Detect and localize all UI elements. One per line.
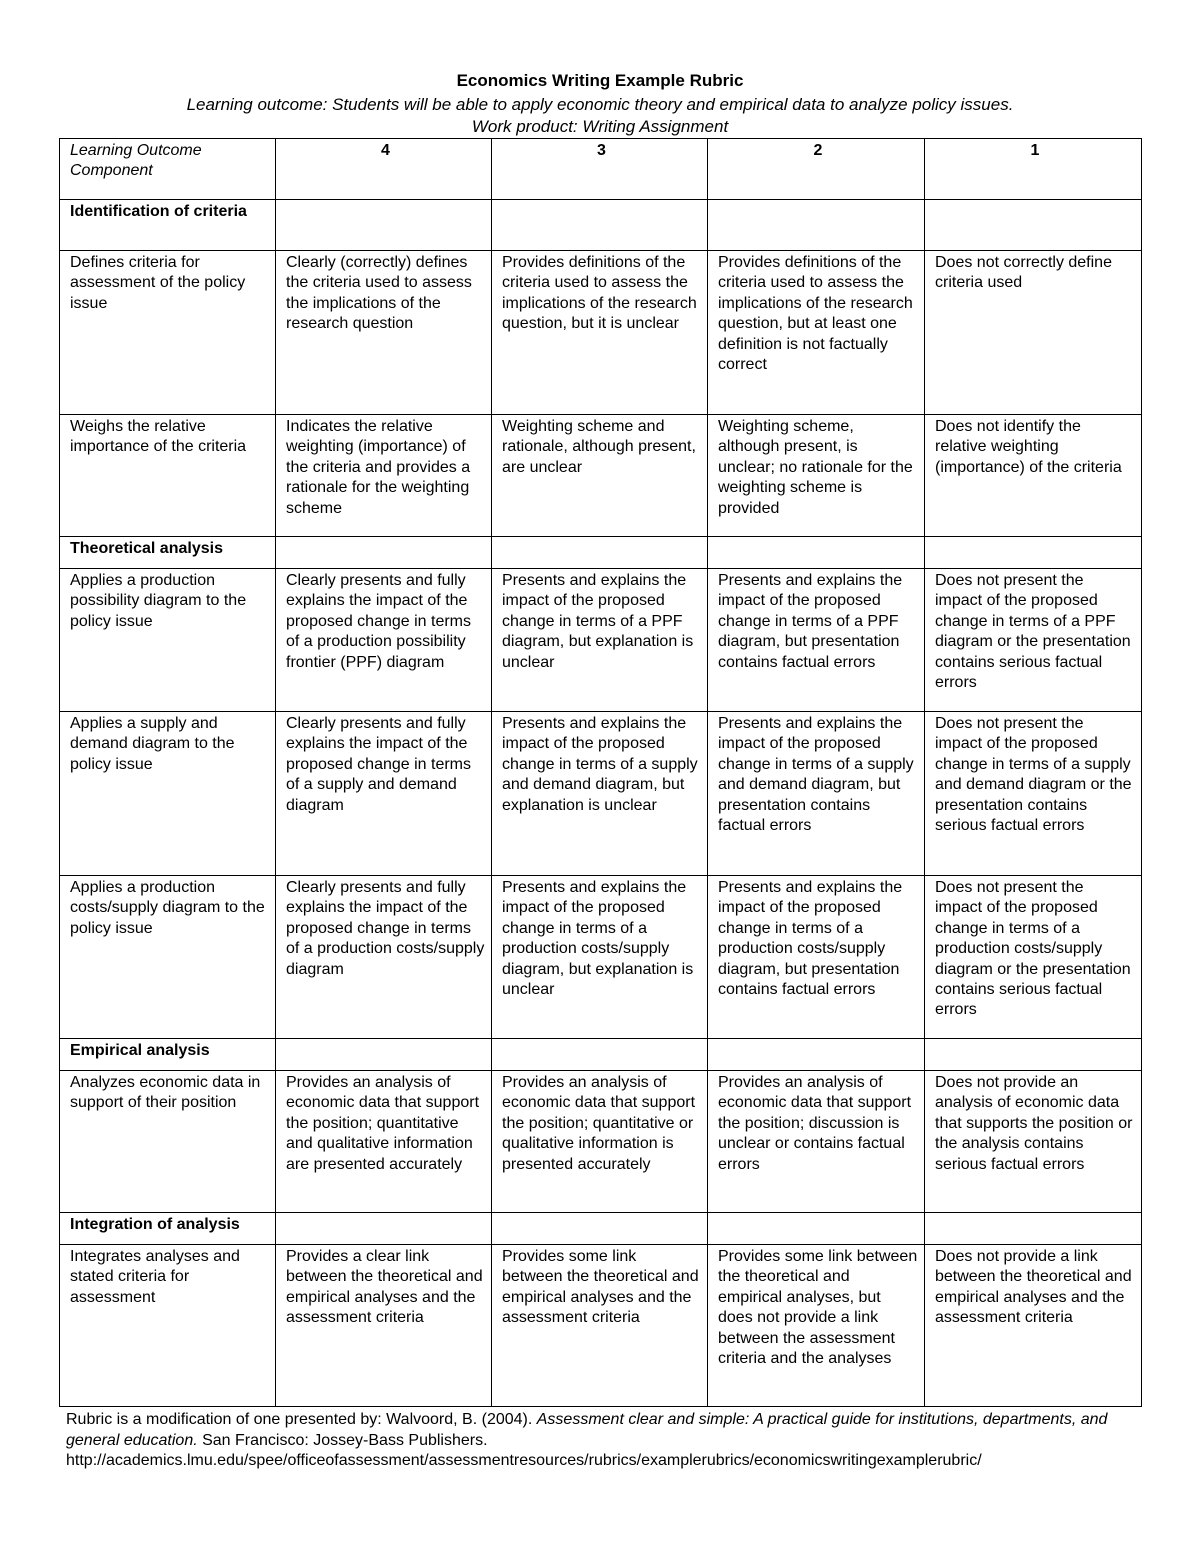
score-1-cell: Does not present the impact of the proposed change in terms of a PPF diagram or the presentation contains serious factual errors <box>925 569 1142 712</box>
empty-cell <box>492 200 708 251</box>
rubric-table <box>59 138 1142 1407</box>
header-score-3: 3 <box>492 139 708 200</box>
score-4-cell: Clearly presents and fully explains the impact of the proposed change in terms of a production costs/supply diagram <box>276 876 492 1039</box>
component-cell: Analyzes economic data in support of their position <box>60 1071 276 1213</box>
empty-cell <box>492 1213 708 1245</box>
citation-book-title: Assessment clear and simple: A practical guide for institutions, departments, and general education. <box>66 1411 1108 1449</box>
component-cell: Applies a production costs/supply diagram to the policy issue <box>60 876 276 1039</box>
table-row <box>60 1071 1142 1213</box>
score-3-cell: Presents and explains the impact of the proposed change in terms of a supply and demand diagram, but explanation is unclear <box>492 712 708 876</box>
citation-publisher: San Francisco: Jossey-Bass Publishers. <box>197 1431 488 1449</box>
score-4-cell: Indicates the relative weighting (importance) of the criteria and provides a rationale for the weighting scheme <box>276 415 492 537</box>
score-3-cell: Provides an analysis of economic data that support the position; quantitative or qualitative information is presented accurately <box>492 1071 708 1213</box>
table-row <box>60 712 1142 876</box>
empty-cell <box>276 200 492 251</box>
empty-cell <box>276 1039 492 1071</box>
component-cell: Integrates analyses and stated criteria for assessment <box>60 1245 276 1407</box>
empty-cell <box>492 1039 708 1071</box>
score-3-cell: Provides definitions of the criteria used to assess the implications of the research question, but it is unclear <box>492 251 708 415</box>
table-row <box>60 415 1142 537</box>
score-1-cell: Does not correctly define criteria used <box>925 251 1142 415</box>
score-1-cell: Does not present the impact of the proposed change in terms of a production costs/supply diagram or the presentation contains serious factual errors <box>925 876 1142 1039</box>
empty-cell <box>925 537 1142 569</box>
empty-cell <box>925 1213 1142 1245</box>
score-2-cell: Provides some link between the theoretical and empirical analyses, but does not provide a link between the assessment criteria and the analyses <box>708 1245 925 1407</box>
score-2-cell: Provides definitions of the criteria used to assess the implications of the research question, but at least one definition is not factually correct <box>708 251 925 415</box>
empty-cell <box>492 537 708 569</box>
header-score-2: 2 <box>708 139 925 200</box>
empty-cell <box>925 1039 1142 1071</box>
table-row <box>60 569 1142 712</box>
score-4-cell: Clearly presents and fully explains the impact of the proposed change in terms of a production possibility frontier (PPF) diagram <box>276 569 492 712</box>
score-3-cell: Weighting scheme and rationale, although present, are unclear <box>492 415 708 537</box>
header-score-1: 1 <box>925 139 1142 200</box>
score-2-cell: Weighting scheme, although present, is unclear; no rationale for the weighting scheme is provided <box>708 415 925 537</box>
table-row <box>60 251 1142 415</box>
score-3-cell: Presents and explains the impact of the proposed change in terms of a production costs/supply diagram, but explanation is unclear <box>492 876 708 1039</box>
score-1-cell: Does not provide a link between the theoretical and empirical analyses and the assessment criteria <box>925 1245 1142 1407</box>
section-title: Theoretical analysis <box>60 537 276 569</box>
section-row <box>60 537 1142 569</box>
header-component-label: Learning Outcome Component <box>60 139 276 200</box>
table-header-row <box>60 139 1142 200</box>
empty-cell <box>708 200 925 251</box>
score-3-cell: Provides some link between the theoretical and empirical analyses and the assessment criteria <box>492 1245 708 1407</box>
component-cell: Applies a supply and demand diagram to the policy issue <box>60 712 276 876</box>
score-2-cell: Provides an analysis of economic data that support the position; discussion is unclear or contains factual errors <box>708 1071 925 1213</box>
empty-cell <box>708 537 925 569</box>
empty-cell <box>708 1039 925 1071</box>
empty-cell <box>276 1213 492 1245</box>
table-row <box>60 1245 1142 1407</box>
citation-url[interactable]: http://academics.lmu.edu/spee/officeofassessment/assessmentresources/rubrics/examplerubrics/economicswritingexamplerubric/ <box>66 1452 982 1469</box>
page-title: Economics Writing Example Rubric <box>456 71 744 90</box>
score-2-cell: Presents and explains the impact of the proposed change in terms of a production costs/supply diagram, but presentation contains factual errors <box>708 876 925 1039</box>
section-row <box>60 1039 1142 1071</box>
score-1-cell: Does not present the impact of the proposed change in terms of a supply and demand diagram or the presentation contains serious factual errors <box>925 712 1142 876</box>
citation-footer <box>66 1410 1146 1472</box>
empty-cell <box>925 200 1142 251</box>
empty-cell <box>708 1213 925 1245</box>
empty-cell <box>276 537 492 569</box>
citation-prefix: Rubric is a modification of one presented by: Walvoord, B. (2004). <box>66 1411 537 1428</box>
component-cell: Weighs the relative importance of the criteria <box>60 415 276 537</box>
score-4-cell: Clearly (correctly) defines the criteria used to assess the implications of the research question <box>276 251 492 415</box>
section-title: Identification of criteria <box>60 200 276 251</box>
learning-outcome: Learning outcome: Students will be able to apply economic theory and empirical data to analyze policy issues. <box>186 95 1014 114</box>
table-row <box>60 876 1142 1039</box>
section-title: Integration of analysis <box>60 1213 276 1245</box>
score-4-cell: Provides a clear link between the theoretical and empirical analyses and the assessment criteria <box>276 1245 492 1407</box>
header-score-4: 4 <box>276 139 492 200</box>
score-2-cell: Presents and explains the impact of the proposed change in terms of a supply and demand diagram, but presentation contains factual errors <box>708 712 925 876</box>
section-row <box>60 1213 1142 1245</box>
score-3-cell: Presents and explains the impact of the proposed change in terms of a PPF diagram, but explanation is unclear <box>492 569 708 712</box>
score-2-cell: Presents and explains the impact of the proposed change in terms of a PPF diagram, but presentation contains factual errors <box>708 569 925 712</box>
component-cell: Defines criteria for assessment of the policy issue <box>60 251 276 415</box>
score-4-cell: Clearly presents and fully explains the impact of the proposed change in terms of a supply and demand diagram <box>276 712 492 876</box>
section-row <box>60 200 1142 251</box>
work-product: Work product: Writing Assignment <box>471 117 729 136</box>
score-1-cell: Does not provide an analysis of economic data that supports the position or the analysis contains serious factual errors <box>925 1071 1142 1213</box>
component-cell: Applies a production possibility diagram to the policy issue <box>60 569 276 712</box>
section-title: Empirical analysis <box>60 1039 276 1071</box>
score-4-cell: Provides an analysis of economic data that support the position; quantitative and qualitative information are presented accurately <box>276 1071 492 1213</box>
score-1-cell: Does not identify the relative weighting (importance) of the criteria <box>925 415 1142 537</box>
